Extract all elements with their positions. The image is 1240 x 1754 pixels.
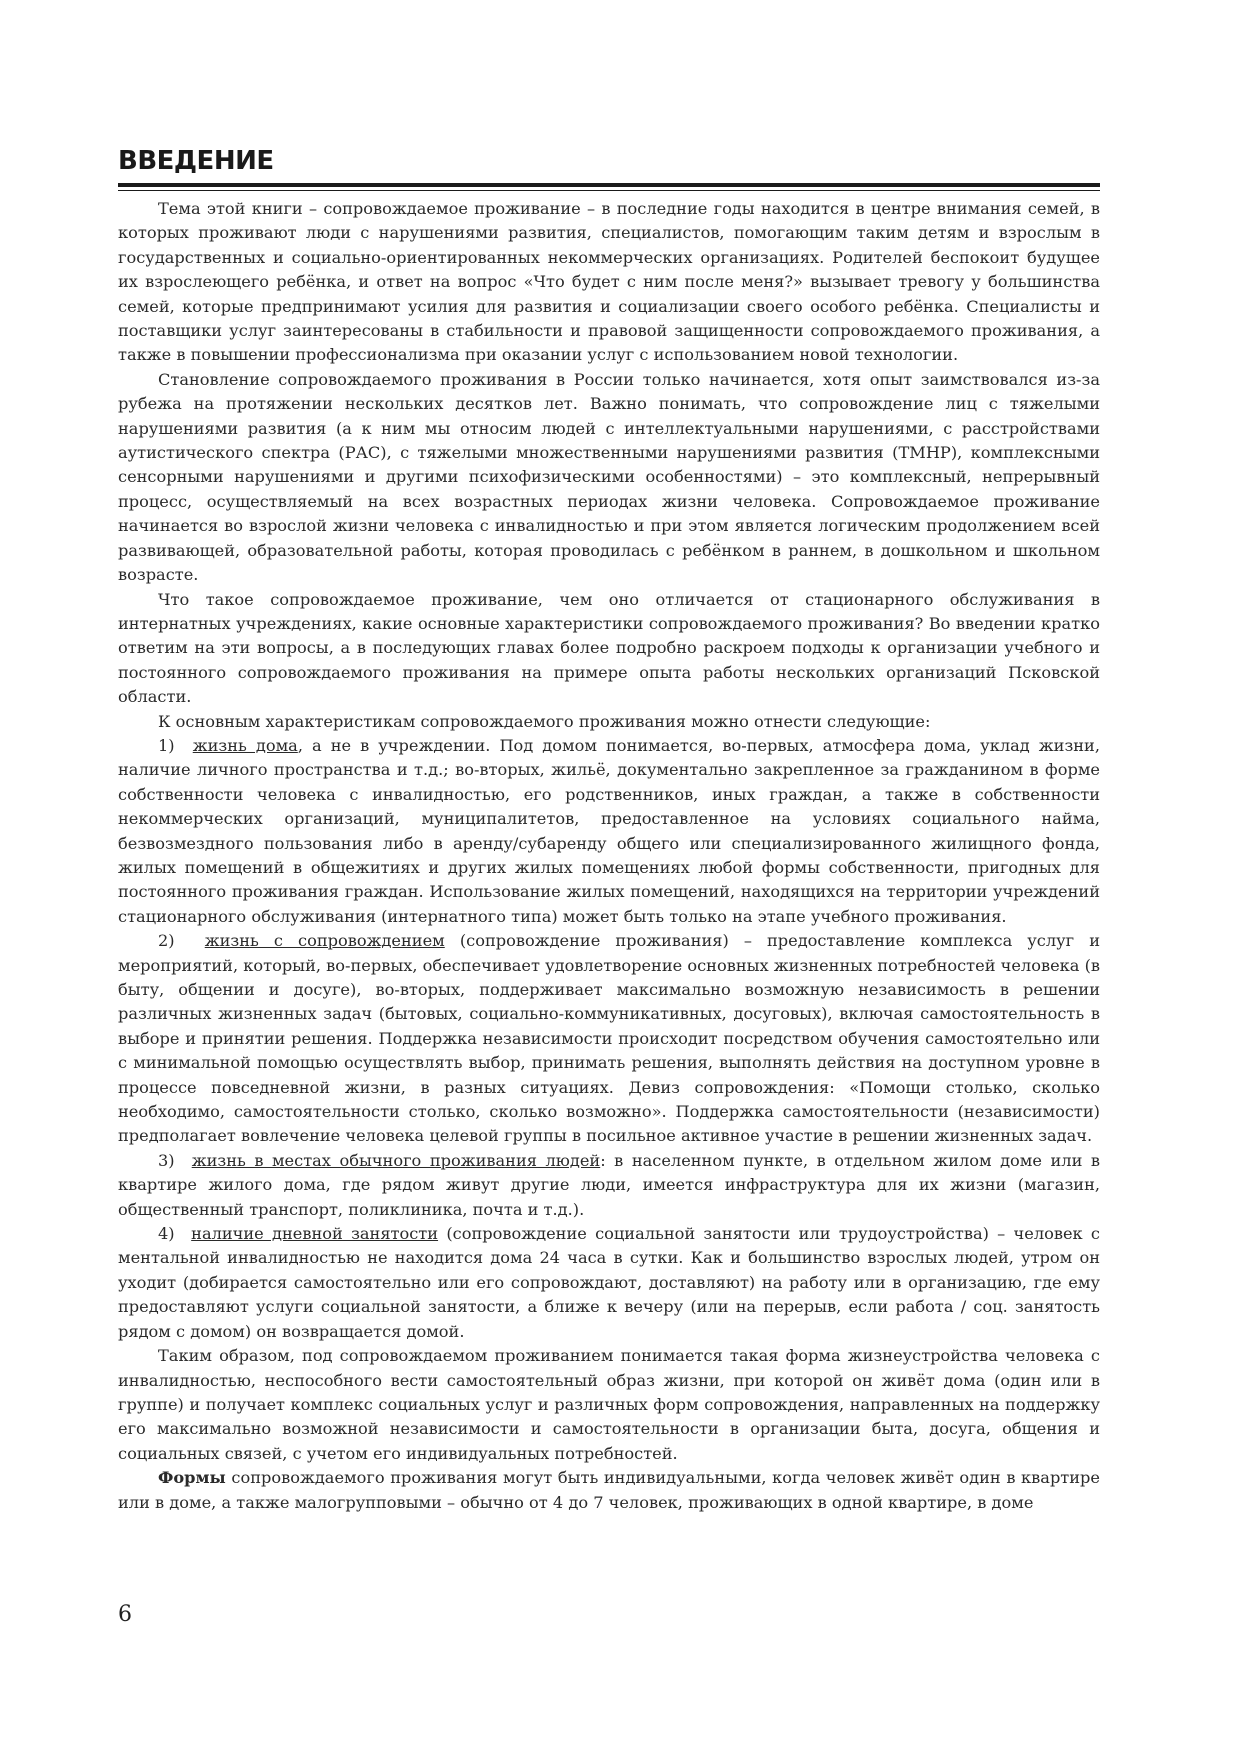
page-number: 6 [118, 1602, 132, 1627]
list-item-number: 3) [158, 1150, 175, 1170]
list-item-daytime-occupation [118, 1222, 1100, 1344]
list-item-text: , а не в учреждении. Под домом понимается, во-первых, атмосфера дома, уклад жизни, наличие личного пространства и т.д.; во-вторых, жильё, документально закрепленное за гражданином в форме собственности человека с инвалидностью, его родственников, иных граждан, а также в собственности некоммерческих организаций, муниципалитетов, предоставленное на условиях социального найма, безвозмездного пользования либо в аренду/субаренду общего или специализированного жилищного фонда, жилых помещений в общежитиях и других жилых помещениях любой формы собственности, пригодных для постоянного проживания граждан. Использование жилых помещений, находящихся на территории учреждений стационарного обслуживания (интернатного типа) может быть только на этапе учебного проживания. [118, 735, 1100, 926]
paragraph-questions: Что такое сопровождаемое проживание, чем оно отличается от стационарного обслуживания в интернатных учреждениях, какие основные характеристики сопровождаемого проживания? Во введении кратко ответим на эти вопросы, а в последующих главах более подробно раскроем подходы к организации учебного и постоянного сопровождаемого проживания на примере опыта работы нескольких организаций Псковской области. [118, 589, 1100, 707]
paragraph-development: Становление сопровождаемого проживания в России только начинается, хотя опыт заимствовался из-за рубежа на протяжении нескольких десятков лет. Важно понимать, что сопровождение лиц с тяжелыми нарушениями развития (а к ним мы относим людей с интеллектуальными нарушениями, с расстройствами аутистического спектра (РАС), с тяжелыми множественными нарушениями развития (ТМНР), комплексными сенсорными нарушениями и другими психофизическими особенностями) – это комплексный, непрерывный процесс, осуществляемый на всех возрастных периодах жизни человека. Сопровождаемое проживание начинается во взрослой жизни человека с инвалидностью и при этом является логическим продолжением всей развивающей, образовательной работы, которая проводилась с ребёнком в раннем, в дошкольном и школьном возрасте. [118, 369, 1100, 585]
heading-rule-thick [118, 183, 1100, 187]
list-item-number: 1) [158, 735, 175, 755]
list-item-number: 4) [158, 1224, 175, 1244]
paragraph-definition: Таким образом, под сопровождаемом проживанием понимается такая форма жизнеустройства человека с инвалидностью, неспособного вести самостоятельный образ жизни, при которой он живёт дома (один или в группе) и получает комплекс социальных услуг и различных форм сопровождения, направленных на поддержку его максимально возможной независимости и самостоятельности в организации быта, досуга, общения и социальных связей, с учетом его индивидуальных потребностей. [118, 1346, 1100, 1463]
list-item-ordinary-places [118, 1149, 1100, 1222]
section-heading: ВВЕДЕНИЕ [118, 146, 274, 176]
list-item-text: : в населенном пункте, в отдельном жилом доме или в квартире жилого дома, где рядом живут другие люди, имеется инфраструктура для их жизни (магазин, общественный транспорт, поликлиника, почта и т.д.). [118, 1150, 1101, 1219]
list-item-term: жизнь с сопровождением [204, 931, 445, 951]
list-item-text: (сопровождение социальной занятости или трудоустройства) – человек с ментальной инвалидностью не находится дома 24 часа в сутки. Как и большинство взрослых людей, утром он уходит (добирается самостоятельно или его сопровождают, доставляют) на работу или в организацию, где ему предоставляют услуги социальной занятости, а ближе к вечеру (или на перерыв, если работа / соц. занятость рядом с домом) он возвращается домой. [118, 1224, 1100, 1341]
list-item-term: жизнь в местах обычного проживания людей [191, 1150, 601, 1170]
body-text [118, 197, 1100, 1515]
heading-rule-thin [118, 190, 1100, 191]
paragraph-intro: Тема этой книги – сопровождаемое проживание – в последние годы находится в центре внимания семей, в которых проживают люди с нарушениями развития, специалистов, помогающим таким детям и взрослым в государственных и социально-ориентированных некоммерческих организациях. Родителей беспокоит будущее их взрослеющего ребёнка, и ответ на вопрос «Что будет с ним после меня?» вызывает тревогу у большинства семей, которые предпринимают усилия для развития и социализации своего особого ребёнка. Специалисты и поставщики услуг заинтересованы в стабильности и правовой защищенности сопровождаемого проживания, а также в повышении профессионализма при оказании услуг с использованием новой технологии. [118, 199, 1100, 365]
list-item-support [118, 929, 1100, 1149]
list-item-term: жизнь дома [192, 735, 298, 755]
list-item-number: 2) [158, 931, 175, 951]
list-item-term: наличие дневной занятости [191, 1224, 439, 1244]
paragraph-characteristics-lead: К основным характеристикам сопровождаемого проживания можно отнести следующие: [158, 711, 931, 731]
paragraph-forms-text: сопровождаемого проживания могут быть индивидуальными, когда человек живёт один в квартире или в доме, а также малогрупповыми – обычно от 4 до 7 человек, проживающих в одной квартире, в доме [118, 1468, 1100, 1512]
paragraph-forms [118, 1466, 1100, 1515]
paragraph-forms-bold: Формы [158, 1468, 226, 1488]
list-item-text: (сопровождение проживания) – предоставление комплекса услуг и мероприятий, который, во-первых, обеспечивает удовлетворение основных жизненных потребностей человека (в быту, общении и досуге), во-вторых, поддерживает максимально возможную независимость в решении различных жизненных задач (бытовых, социально-коммуникативных, досуговых), включая самостоятельность в выборе и принятии решения. Поддержка независимости происходит посредством обучения самостоятельно или с минимальной помощью осуществлять выбор, принимать решения, выполнять действия на доступном уровне в процессе повседневной жизни, в разных ситуациях. Девиз сопровождения: «Помощи столько, сколько необходимо, самостоятельности столько, сколько возможно». Поддержка самостоятельности (независимости) предполагает вовлечение человека целевой группы в посильное активное участие в решении жизненных задач. [118, 931, 1100, 1146]
list-item-home [118, 734, 1100, 929]
